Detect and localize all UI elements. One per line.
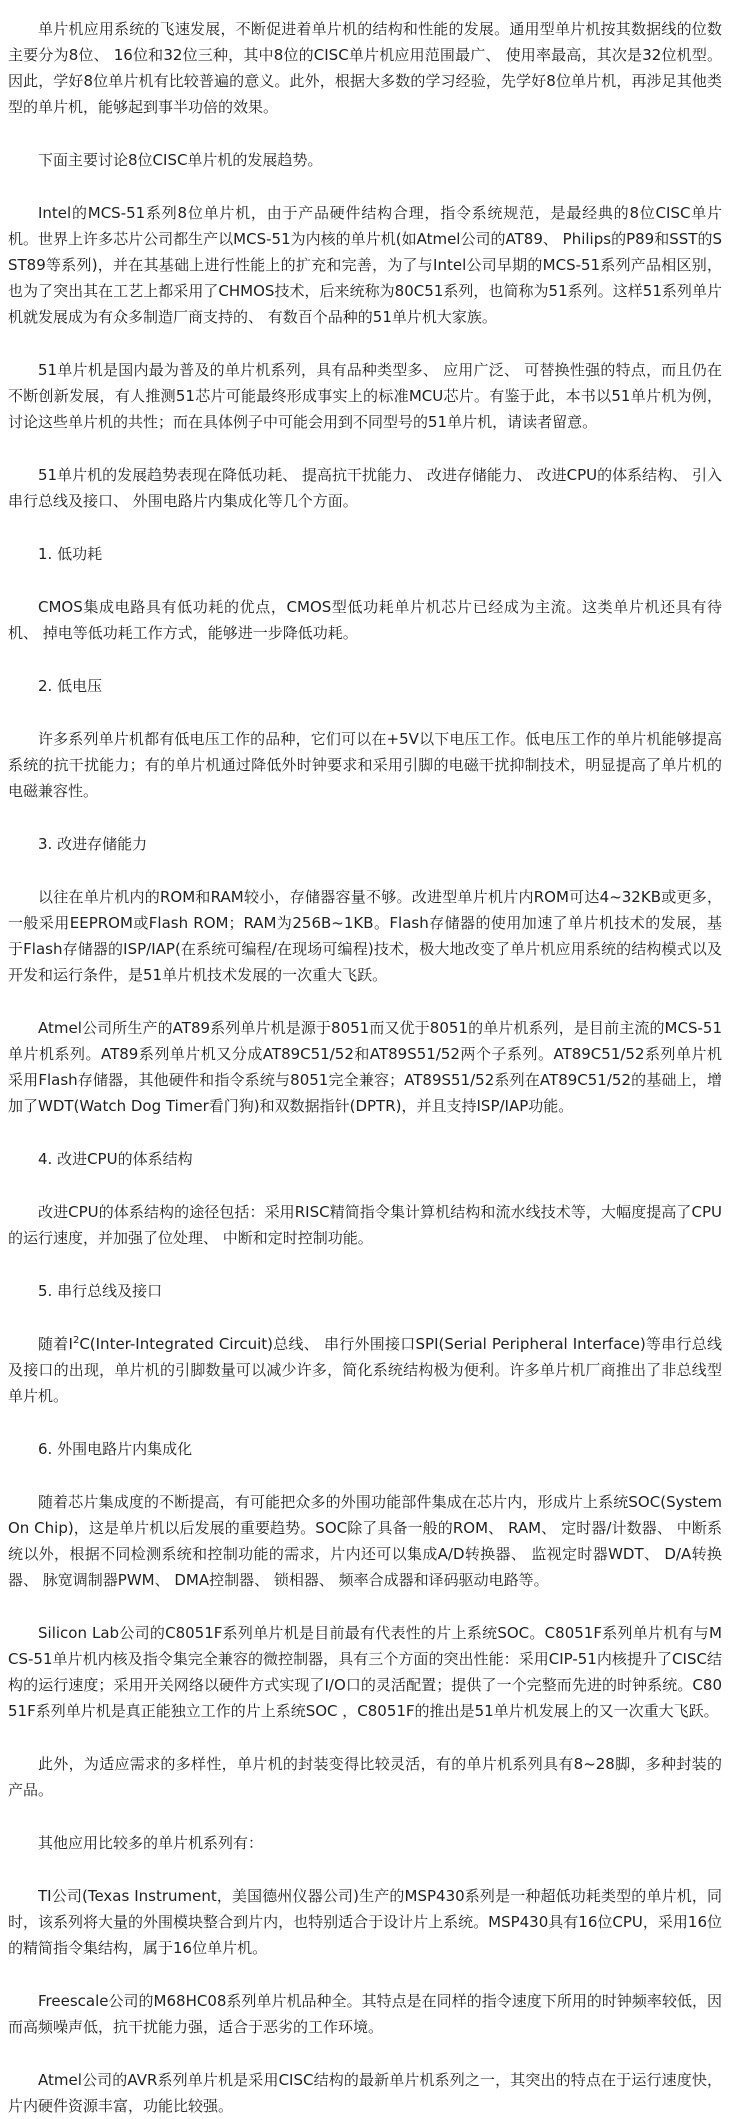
section-heading-storage: 3. 改进存储能力 [38,835,148,853]
paragraph-integration: 随着芯片集成度的不断提高，有可能把众多的外围功能部件集成在芯片内，形成片上系统SOC(System On Chip)，这是单片机以后发展的重要趋势。SOC除了具备一般的ROM、 RAM、 定时器/计数器、 中断系统以外，根据不同检测系统和控制功能的需求，片内还可以集成A/D转换器、 监视定时器WDT、 D/A转换器、 脉宽调制器PWM、 DMA控制器、 锁相器、 频率合成器和译码驱动电路等。 [8,1493,722,1589]
paragraph-mcs51: Intel的MCS-51系列8位单片机，由于产品硬件结构合理，指令系统规范，是最经典的8位CISC单片机。世界上许多芯片公司都生产以MCS-51为内核的单片机(如Atmel公司的AT89、 Philips的P89和SST的SST89等系列)，并在其基础上进行性能上的扩充和完善，为了与Intel公司早期的MCS-51系列产品相区别，也为了突出其在工艺上都采用了CHMOS技术，后来统称为80C51系列，也简称为51系列。这样51系列单片机就发展成为有众多制造厂商支持的、 有数百个品种的51单片机大家族。 [8,204,722,326]
paragraph-msp430: TI公司(Texas Instrument，美国德州仪器公司)生产的MSP430系列是一种超低功耗类型的单片机，同时，该系列将大量的外围模块整合到片内，也特别适合于设计片上系统。MSP430具有16位CPU，采用16位的精简指令集结构，属于16位单片机。 [8,1887,722,1957]
section-heading-integration: 6. 外围电路片内集成化 [38,1440,193,1458]
paragraph-c8051f: Silicon Lab公司的C8051F系列单片机是目前最有代表性的片上系统SOC。C8051F系列单片机有与MCS-51单片机内核及指令集完全兼容的微控制器，具有三个方面的突出性能：采用CIP-51内核提升了CISC结构的运行速度；采用开关网络以硬件方式实现了I/O口的灵活配置；提供了一个完整而先进的时钟系统。C8051F系列单片机是真正能独立工作的片上系统SOC ，C8051F的推出是51单片机发展上的又一次重大飞跃。 [8,1624,722,1720]
paragraph-low-power: CMOS集成电路具有低功耗的优点，CMOS型低功耗单片机芯片已经成为主流。这类单片机还具有待机、 掉电等低功耗工作方式，能够进一步降低功耗。 [8,598,722,642]
iic-superscript: 2 [72,1335,80,1346]
paragraph-packaging: 此外，为适应需求的多样性，单片机的封装变得比较灵活，有的单片机系列具有8~28脚，多种封装的产品。 [8,1755,722,1799]
paragraph-avr: Atmel公司的AVR系列单片机是采用CISC结构的最新单片机系列之一，其突出的特点在于运行速度快，片内硬件资源丰富，功能比较强。 [8,2071,722,2115]
paragraph-serial-bus [8,1331,722,1409]
paragraph-trends-summary: 51单片机的发展趋势表现在降低功耗、 提高抗干扰能力、 改进存储能力、 改进CPU的体系结构、 引入串行总线及接口、 外围电路片内集成化等几个方面。 [8,466,722,510]
section-heading-low-power: 1. 低功耗 [38,545,103,563]
paragraph-topic: 下面主要讨论8位CISC单片机的发展趋势。 [38,151,323,169]
iic-text-after: C(Inter-Integrated Circuit)总线、 串行外围接口SPI(Serial Peripheral Interface)等串行总线及接口的出现，单片机的引脚数量可以减少许多，简化系统结构极为便利。许多单片机厂商推出了非总线型单片机。 [8,1335,722,1405]
paragraph-m68hc08: Freescale公司的M68HC08系列单片机品种全。其特点是在同样的指令速度下所用的时钟频率较低，因而高频噪声低，抗干扰能力强，适合于恶劣的工作环境。 [8,1992,722,2036]
paragraph-cpu: 改进CPU的体系结构的途径包括：采用RISC精简指令集计算机结构和流水线技术等，大幅度提高了CPU的运行速度，并加强了位处理、 中断和定时控制功能。 [8,1203,722,1247]
paragraph-other-series: 其他应用比较多的单片机系列有： [38,1834,264,1852]
iic-text-before: 随着I [38,1335,73,1353]
paragraph-storage: 以往在单片机内的ROM和RAM较小，存储器容量不够。改进型单片机片内ROM可达4~32KB或更多，一般采用EEPROM或Flash ROM；RAM为256B~1KB。Flash存储器的使用加速了单片机技术的发展，基于Flash存储器的ISP/IAP(在系统可编程/在现场可编程)技术，极大地改变了单片机应用系统的结构模式以及开发和运行条件，是51单片机技术发展的一次重大飞跃。 [8,888,722,984]
section-heading-serial-bus: 5. 串行总线及接口 [38,1282,163,1300]
paragraph-at89: Atmel公司所生产的AT89系列单片机是源于8051而又优于8051的单片机系列，是目前主流的MCS-51单片机系列。AT89系列单片机又分成AT89C51/52和AT89S51/52两个子系列。AT89C51/52系列单片机采用Flash存储器，其他硬件和指令系统与8051完全兼容；AT89S51/52系列在AT89C51/52的基础上，增加了WDT(Watch Dog Timer看门狗)和双数据指针(DPTR)，并且支持ISP/IAP功能。 [8,1019,722,1115]
paragraph-low-voltage: 许多系列单片机都有低电压工作的品种，它们可以在+5V以下电压工作。低电压工作的单片机能够提高系统的抗干扰能力；有的单片机通过降低外时钟要求和采用引脚的电磁干扰抑制技术，明显提高了单片机的电磁兼容性。 [8,730,722,800]
section-heading-low-voltage: 2. 低电压 [38,677,103,695]
section-heading-cpu: 4. 改进CPU的体系结构 [38,1150,193,1168]
paragraph-intro: 单片机应用系统的飞速发展，不断促进着单片机的结构和性能的发展。通用型单片机按其数据线的位数主要分为8位、 16位和32位三种，其中8位的CISC单片机应用范围最广、 使用率最高，其次是32位机型。因此，学好8位单片机有比较普遍的意义。此外，根据大多数的学习经验，先学好8位单片机，再涉足其他类型的单片机，能够起到事半功倍的效果。 [8,20,722,116]
paragraph-51-popularity: 51单片机是国内最为普及的单片机系列，具有品种类型多、 应用广泛、 可替换性强的特点，而且仍在不断创新发展，有人推测51芯片可能最终形成事实上的标准MCU芯片。有鉴于此，本书以51单片机为例，讨论这些单片机的共性；而在具体例子中可能会用到不同型号的51单片机，请读者留意。 [8,361,722,431]
